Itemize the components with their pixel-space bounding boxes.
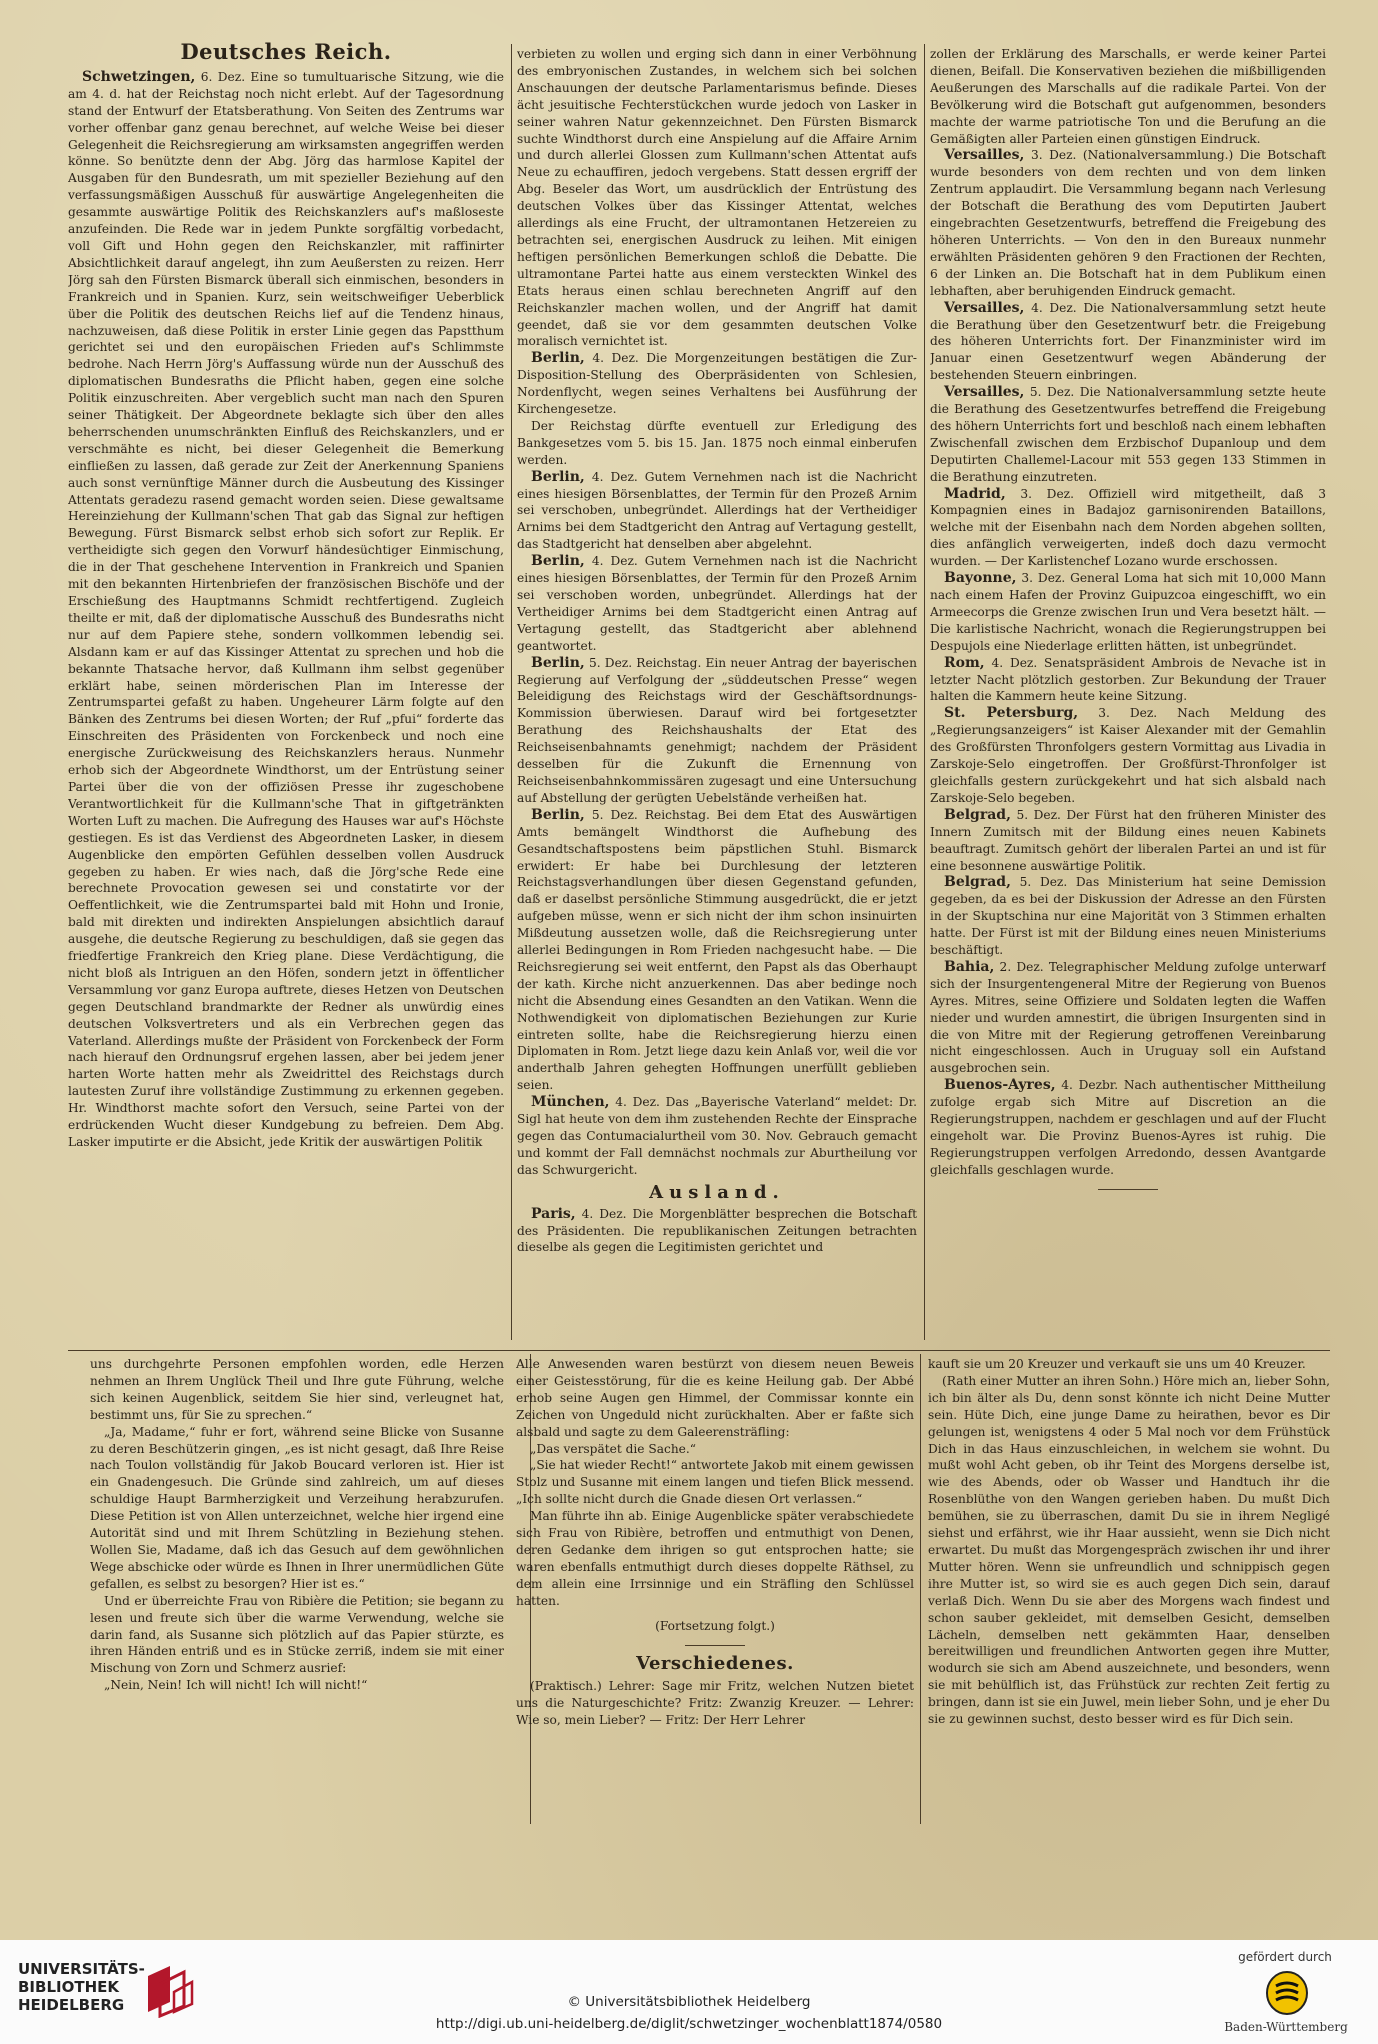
article-text: zollen der Erklärung des Marschalls, er werde keiner Partei dienen, Beifall. Die Konservativen beziehen die mißbilligenden Aeußerungen des Marschalls auf die radikale Partei. Von der Bevölkerung wird die Botschaft gut aufgenommen, besonders machte der warme patriotische Ton und die Berufung an die Gemäßigten aller Parteien einen günstigen Eindruck.: [930, 47, 1326, 146]
library-logo[interactable]: [18, 1960, 218, 2020]
dateline: Madrid,: [944, 485, 1006, 502]
news-article: [68, 69, 504, 1151]
dateline: Versailles,: [944, 384, 1025, 401]
dateline: Berlin,: [531, 350, 585, 367]
baden-wuerttemberg-coat-of-arms-icon: [1264, 1970, 1310, 2016]
column-reich-continued: [517, 46, 917, 1345]
dateline: St. Petersburg,: [944, 705, 1079, 722]
news-article: [517, 1094, 917, 1179]
verschiedenes-body: [516, 1678, 914, 1729]
article-text: 4. Dez. Die Morgenblätter besprechen die Botschaft des Präsidenten. Die republikanischen Zeitungen betrachten dieselbe als gegen die Legitimisten gerichtet und: [517, 1206, 917, 1255]
dateline: München,: [531, 1094, 610, 1111]
dateline: Bayonne,: [944, 570, 1017, 587]
article-text: 2. Dez. Telegraphischer Meldung zufolge unterwarf sich der Insurgentengeneral Mitre der Regierung von Buenos Ayres. Mitres, seine Offiziere und Soldaten legten die Waffen nieder und wurden amnestirt, die übrigen Insurgenten sind in die von Mitre mit der Regierung getroffenen Vereinbarung nicht eingeschlossen. Auch in Uruguay soll ein Aufstand ausgebrochen sein.: [930, 959, 1326, 1076]
paragraph: (Praktisch.) Lehrer: Sage mir Fritz, welchen Nutzen bietet uns die Naturgeschichte? Fritz: Zwanzig Kreuzer. — Lehrer: Wie so, mein Lieber? — Fritz: Der Herr Lehrer: [516, 1679, 914, 1728]
news-article: [517, 469, 917, 554]
dateline: Berlin,: [531, 553, 585, 570]
paragraph: „Nein, Nein! Ich will nicht! Ich will nicht!“: [104, 1678, 368, 1693]
article-text: 6. Dez. Eine so tumultuarische Sitzung, wie die am 4. d. hat der Reichstag noch nicht erlebt. Auf der Tagesordnung stand der Entwurf der Etatsberathung. Von Seiten des Zentrums war vorher offenbar ganz genau berechnet, auf welche Weise bei dieser Gelegenheit die Reichsregierung am wirksamsten angegriffen werden könne. So benützte denn der Abg. Jörg das harmlose Kapitel der Ausgaben für den Bundesrath, um mit spezieller Beziehung auf den verfassungsmäßigen Ausschuß für auswärtige Angelegenheiten die gesammte auswärtige Politik des Reichskanzlers auf's maßloseste anzufeinden. Die Rede war in jedem Punkte sorgfältig vorbedacht, voll Gift und Hohn gegen den Reichskanzler, mit raffinirter Absichtlichkeit darauf angelegt, ihn zum Aeußersten zu reizen. Herr Jörg sah den Fürsten Bismarck überall sich einmischen, besonders in Frankreich und in Spanien. Kurz, sein weitschweifiger Ueberblick über die Politik des deutschen Reichs lief auf die Tendenz hinaus, nachzuweisen, daß diese Politik in erster Linie gegen das Papstthum gerichtet sei und den europäischen Frieden auf's Schlimmste bedrohe. Nach Herrn Jörg's Auffassung würde nun der Ausschuß des diplomatischen Bundesraths die Pflicht haben, gegen eine solche Politik einzuschreiten. Aber vergeblich sucht man nach den Spuren seiner Thätigkeit. Der Abgeordnete beklagte sich über den alles beherrschenden unumschränkten Einfluß des Reichskanzlers, und er verschmähte es nicht, bei dieser Gelegenheit die Bemerkung einfließen zu lassen, daß gerade zur Zeit der Anerkennung Spaniens auch sonst vernünftige Männer durch die Ausbeutung des Kissinger Attentats geradezu rasend gemacht worden seien. Diese gewaltsame Hereinziehung der Kullmann'schen That gab das Signal zur heftigen Bewegung. Fürst Bismarck selbst erhob sich sofort zur Replik. Er vertheidigte sich gegen den Vorwurf händesüchtiger Einmischung, die in der That geschehene Intervention in Frankreich und Spanien mit den bekannten Hirtenbriefen der französischen Bischöfe und der Erschießung des Hauptmanns Schmidt rechtfertigend. Zugleich theilte er mit, daß der diplomatische Ausschuß des Bundesraths nicht nur auf dem Papiere stehe, sondern vollkommen lebendig sei. Alsdann kam er auf das Kissinger Attentat zu sprechen und hob die bekannte Thatsache hervor, daß Kullmann ihm selbst gegenüber erklärt habe, seinen mörderischen Plan im Interesse der Zentrumspartei gefaßt zu haben. Ungeheurer Lärm folgte auf den Bänken des Zentrums bei diesen Worten; der Ruf „pfui“ forderte das Einschreiten des Präsidenten von Forckenbeck und noch eine energische Zurückweisung des Reichskanzlers heraus. Nunmehr erhob sich der Abgeordnete Windthorst, um der Entrüstung seiner Partei über die von der offiziösen Presse ihr zugeschobene Verantwortlichkeit für die Kullmann'sche That in giftgetränkten Worten Luft zu machen. Die Aufregung des Hauses war auf's Höchste gestiegen. Es ist das Verdienst des Abgeordneten Lasker, in diesem Augenblicke den empörten Gefühlen desselben vollen Ausdruck gegeben zu haben. Er wies nach, daß die Jörg'sche Rede eine berechnete Provocation gewesen sei und constatirte vor der Oeffentlichkeit, wie die Zentrumspartei bald mit Hohn und Ironie, bald mit direkten und indirekten Anspielungen absichtlich darauf ausgehe, die deutsche Regierung zu beschuldigen, daß sie gegen das friedfertige Frankreich den Krieg plane. Diese Verdächtigung, die nicht bloß als Intriguen an den Höfen, sondern jetzt in öffentlicher Versammlung vor ganz Europa auftrete, dieses Hetzen von Deutschen gegen Deutschland brandmarkte der Redner als unwürdig eines deutschen Volksvertreters und als ein Verbrechen gegen das Vaterland. Allerdings mußte der Präsident von Forckenbeck der Form nach hierauf den Ordnungsruf ergehen lassen, aber bei jedem jener harten Worte hatten mehr als Zweidrittel des Reichstags durch lautesten Zuruf ihre vollständige Zustimmung zu erkennen gegeben. Hr. Windthorst machte sofort den Versuch, seine Partei von der erdrückenden Wucht dieser Kundgebung zu befreien. Dem Abg. Lasker imputirte er die Absicht, jede Kritik der auswärtigen Politik: [68, 69, 504, 1149]
news-article: [517, 655, 917, 807]
article-text: 5. Dez. Der Fürst hat den früheren Minister des Innern Zumitsch mit der Bildung eines neuen Kabinets beauftragt. Zumitsch gehört der liberalen Partei an und ist für eine besonnene auswärtige Politik.: [930, 807, 1326, 873]
paragraph: Man führte ihn ab. Einige Augenblicke später verabschiedete sich Frau von Ribière, betroffen und entmuthigt von Denen, deren Gedanke dem ihrigen so gut entsprochen hatte; sie waren ebenfalls entmuthigt durch dieses doppelte Räthsel, zu dem allein eine Irrsinnige und ein Sträfling den Schlüssel hatten.: [516, 1509, 914, 1608]
news-article: [517, 553, 917, 654]
article-text: 3. Dez. Nach Meldung des „Regierungsanzeigers“ ist Kaiser Alexander mit der Gemahlin des Großfürsten Thronfolgers gestern Vormittag aus Livadia in Zarskoje-Selo eingetroffen. Der Großfürst-Thronfolger ist gleichfalls gestern zurückgekehrt und hat sich alsbald nach Zarskoje-Selo begeben.: [930, 706, 1326, 805]
sponsor-name: Baden-Württemberg: [1224, 2020, 1348, 2034]
news-article: [930, 384, 1326, 485]
news-article: [930, 486, 1326, 571]
article-text: 4. Dez. Die Nationalversammlung setzt heute die Berathung über den Gesetzentwurf betr. die Freigebung des höheren Unterrichts fort. Der Finanzminister wird im Januar einen Gesetzentwurf wegen Abänderung der bestehenden Steuern einbringen.: [930, 300, 1326, 383]
dateline: Belgrad,: [944, 874, 1011, 891]
article-text: 4. Dez. Senatspräsident Ambrois de Nevache ist in letzter Nacht plötzlich gestorben. Zur Bekundung der Trauer halten die Kammern heute keine Sitzung.: [930, 655, 1326, 704]
dateline: Belgrad,: [944, 806, 1011, 823]
page-footer: [0, 1940, 1378, 2044]
article-text: Der Reichstag dürfte eventuell zur Erledigung des Bankgesetzes vom 5. bis 15. Jan. 1875 noch einmal einberufen werden.: [517, 418, 917, 467]
column-ausland-continued-body: [930, 46, 1326, 1179]
column-reich-continued-body: [517, 46, 917, 1256]
article-text: 5. Dez. Reichstag. Ein neuer Antrag der bayerischen Regierung auf Verfolgung der „süddeutschen Presse“ wegen Beleidigung des Reichstags wird der Geschäftsordnungs-Kommission überwiesen. Darauf wird bei fortgesetzter Berathung des Reichshaushalts der Etat des Reichseisenbahnamts genehmigt; nachdem der Präsident desselben für die Zukunft die Ernennung von Reichseisenbahnkommissären zugesagt und eine Untersuchung auf Abstellung der gerügten Uebelstände verheißen hat.: [517, 655, 917, 805]
copyright-notice: © Universitätsbibliothek Heidelberg: [567, 1994, 811, 2010]
paragraph: „Sie hat wieder Recht!“ antwortete Jakob mit einem gewissen Stolz und Susanne mit einem langen und tiefen Blick messend. „Ich sollte nicht durch die Gnade diesen Ort verlassen.“: [516, 1458, 914, 1507]
news-article: [930, 300, 1326, 385]
article-text: 3. Dez. (Nationalversammlung.) Die Botschaft wurde besonders von dem rechten und von dem linken Zentrum applaudirt. Die Versammlung begann nach Verlesung der Botschaft die Berathung des vom Deputirten Jaubert eingebrachten Gesetzentwurfs, betreffend die Freigebung des höheren Unterrichts. — Von den in den Bureaux nunmehr erwählten Präsidenten gehören 9 den Fractionen der Rechten, 6 der Linken an. Die Botschaft hat in dem Publikum einen lebhaften, aber beruhigenden Eindruck gemacht.: [930, 148, 1326, 298]
article-text: 4. Dez. Gutem Vernehmen nach ist die Nachricht eines hiesigen Börsenblattes, der Termin für den Prozeß Arnim sei verschoben worden, unbegründet. Allerdings hat der Vertheidiger Arnims bei dem Stadtgericht einen Antrag auf Vertagung gestellt, das Stadtgericht aber ablehnend geantwortet.: [517, 554, 917, 653]
dateline: Bahia,: [944, 958, 995, 975]
article-text: 5. Dez. Das Ministerium hat seine Demission gegeben, da es bei der Diskussion der Adresse an den Fürsten in der Skuptschina nur eine Majorität von 3 Stimmen erhalten hatte. Der Fürst ist mit der Bildung eines neuen Ministeriums beschäftigt.: [930, 875, 1326, 958]
dateline: Paris,: [531, 1205, 576, 1222]
paragraph: Alle Anwesenden waren bestürzt von diesem neuen Beweis einer Geistesstörung, für die es keine Heilung gab. Der Abbé erhob seine Augen gen Himmel, der Commissar konnte ein Zeichen von Ungeduld nicht zurückhalten. Aber er faßte sich alsbald und sagte zu dem Galeerensträfling:: [516, 1357, 914, 1439]
column-reich: [68, 40, 504, 1345]
fortsetzung-notice: (Fortsetzung folgt.): [655, 1618, 775, 1633]
article-text: 3. Dez. Offiziell wird mitgetheilt, daß 3 Kompagnien eines in Badajoz garnisonirenden Bataillons, welche mit der Eisenbahn nach dem Norden abgehen sollten, dies anfänglich verweigerten, indeß doch dazu vermocht wurden. — Der Karlistenchef Lozano wurde erschossen.: [930, 486, 1326, 569]
column-divider: [511, 44, 512, 1340]
library-logo-text: UNIVERSITÄTS- BIBLIOTHEK HEIDELBERG: [18, 1960, 145, 2014]
news-article: [517, 807, 917, 1094]
news-article: [517, 418, 917, 469]
section-end-rule: [685, 1645, 745, 1646]
news-article: [930, 874, 1326, 959]
dateline: Rom,: [944, 654, 985, 671]
sponsor-label: gefördert durch: [1238, 1950, 1332, 1964]
article-text: 4. Dez. Die Morgenzeitungen bestätigen die Zur-Disposition-Stellung des Oberpräsidenten von Schlesien, Nordenflycht, wegen seines Verhaltens bei Ausführung der Kirchengesetze.: [517, 351, 917, 417]
news-article: [930, 147, 1326, 299]
news-article: [517, 350, 917, 418]
feuilleton-column-1: [90, 1356, 504, 1816]
paragraph: „Ja, Madame,“ fuhr er fort, während seine Blicke von Susanne zu deren Beschützerin gingen, „es ist nicht gesagt, daß Ihre Reise nach Toulon vollständig für Jakob Boucard verloren ist. Hier ist ein Gnadengesuch. Die Gründe sind zahlreich, um auf dieses schuldige Haupt Barmherzigkeit und Verzeihung herabzurufen. Diese Petition ist von Allen unterzeichnet, welche hier irgend eine Autorität sind und mit Ihrem Schützling in Beziehung stehen. Wollen Sie, Madame, daß ich das Gesuch auf dem gewöhnlichen Wege abschicke oder würde es Ihnen in Ihrer unermüdlichen Güte gefallen, es selbst zu besorgen? Hier ist es.“: [90, 1424, 504, 1591]
column-reich-body: [68, 69, 504, 1151]
heading-deutsches-reich: Deutsches Reich.: [180, 40, 392, 64]
column-ausland-continued: [930, 46, 1326, 1345]
feuilleton-column-2: [516, 1356, 914, 1816]
article-text: 4. Dez. Das „Bayerische Vaterland“ meldet: Dr. Sigl hat heute von dem ihm zustehenden Rechte der Einsprache gegen das Contumacialurtheil vom 30. Nov. Gebrauch gemacht und kommt der Fall demnächst nochmals zur Aburtheilung vor das Schwurgericht.: [517, 1095, 917, 1177]
column-divider: [924, 44, 925, 1340]
dateline: Berlin,: [531, 654, 585, 671]
column-divider: [920, 1354, 921, 1824]
paragraph: „Das verspätet die Sache.“: [530, 1441, 697, 1456]
feuilleton-column-3: [928, 1356, 1330, 1816]
article-text: 5. Dez. Die Nationalversammlung setzte heute die Berathung des Gesetzentwurfes betreffend die Freigebung des höhern Unterrichts fort und beschloß nach einem lebhaften Zwischenfall zwischen dem Erzbischof Dupanloup und dem Deputirten Challemel-Lacour mit 553 gegen 133 Stimmen in die Berathung einzutreten.: [930, 385, 1326, 484]
feuilleton-separator: [68, 1350, 1330, 1351]
news-article: [930, 1077, 1326, 1178]
dateline: Berlin,: [531, 468, 585, 485]
paragraph: (Rath einer Mutter an ihren Sohn.) Höre mich an, lieber Sohn, ich bin älter als Du, denn sonst könnte ich nicht Deine Mutter sein. Hüte Dich, eine junge Dame zu heirathen, bevor es Dir gelungen ist, wenigstens 4 oder 5 Mal noch vor dem Frühstück Dich in das Haus einzuschleichen, in welchem sie wohnt. Du mußt wohl Acht geben, ob ihr Teint des Morgens derselbe ist, wie des Abends, oder ob Wasser und Handtuch ihr die Rosenblüthe von den Wangen gerieben haben. Du mußt Dich bemühen, sie zu überraschen, damit Du sie in ihrem Negligé siehst und erfährst, wie ihr Haar aussieht, wenn sie Dich nicht erwartet. Du mußt das Morgengespräch zwischen ihr und ihrer Mutter hören. Wenn sie unfreundlich und schnippisch gegen ihre Mutter ist, so wird sie es auch gegen Dich sein, darauf verlaß Dich. Wenn Du sie aber des Morgens wach findest und schon sauber gekleidet, mit demselben Gesicht, demselben Lächeln, demselben nett gekämmten Haar, denselben bereitwilligen und freundlichen Antworten gegen ihre Mutter, wodurch sie sich am Abend auszeichnete, und besonders, wenn sie mit behülflich ist, das Frühstück zur rechten Zeit fertig zu bringen, dann ist sie ein Juwel, mein lieber Sohn, und je eher Du sie zu gewinnen suchst, desto besser wird es für Dich sein.: [928, 1373, 1330, 1727]
news-article: [930, 655, 1326, 706]
heading-ausland: Ausland.: [649, 1181, 785, 1203]
dateline: Buenos-Ayres,: [944, 1077, 1056, 1094]
news-article: [930, 807, 1326, 875]
news-article: [517, 46, 917, 350]
article-text: 5. Dez. Reichstag. Bei dem Etat des Auswärtigen Amts bemängelt Windthorst die Aufhebung des Gesandtschaftspostens beim päpstlichen Stuhl. Bismarck erwidert: Er habe bei Durchlesung der letzteren Reichstagsverhandlungen über diesen Gegenstand gefunden, daß er daselbst persönliche Stimmung ausgedrückt, die er jetzt aufgeben müsse, wenn er sich nicht der ihm schon insinuirten Mißdeutung aussetzen wolle, daß die Reichsregierung unter allerlei Bedingungen in Rom Frieden nachgesucht habe. — Die Reichsregierung sei weit entfernt, den Papst als das Oberhaupt der kath. Kirche nicht anzuerkennen. Das aber bedinge noch nicht die Absendung eines Gesandten an den Vatikan. Wenn die Nothwendigkeit von diplomatischen Beziehungen zur Kurie eintreten sollte, habe die Reichsregierung hierzu einen Diplomaten in Rom. Jetzt liege dazu kein Anlaß vor, weil die vor anderthalb Jahren gehegten Hoffnungen unerfüllt geblieben seien.: [517, 807, 917, 1093]
dateline: Schwetzingen,: [82, 68, 196, 85]
source-url[interactable]: http://digi.ub.uni-heidelberg.de/diglit/schwetzinger_wochenblatt1874/0580: [435, 2016, 943, 2032]
article-text: 3. Dez. General Loma hat sich mit 10,000 Mann nach einem Hafen der Provinz Guipuzcoa eingeschifft, wo ein Armeecorps die Grenze zwischen Irun und Vera besetzt hält. — Die karlistische Nachricht, wonach die Regierungstruppen bei Despujols eine Niederlage erlitten hätten, ist unbegründet.: [930, 571, 1326, 653]
article-text: 4. Dezbr. Nach authentischer Mittheilung zufolge ergab sich Mitre auf Discretion an die Regierungstruppen, nachdem er geschlagen und auf der Flucht eingeholt war. Die Provinz Buenos-Ayres ist ruhig. Die Regierungstruppen verfolgen Arredondo, dessen Avantgarde gleichfalls geschlagen wurde.: [930, 1078, 1326, 1177]
article-text: 4. Dez. Gutem Vernehmen nach ist die Nachricht eines hiesigen Börsenblattes, der Termin für den Prozeß Arnim sei verschoben, unbegründet. Allerdings hat der Vertheidiger Arnims bei dem Stadtgericht den Antrag auf Vertagung gestellt, das Stadtgericht hat denselben aber abgelehnt.: [517, 469, 917, 552]
dateline: Berlin,: [531, 806, 585, 823]
news-article: [930, 959, 1326, 1077]
feuilleton-column-2-body: [516, 1356, 914, 1610]
heading-verschiedenes: Verschiedenes.: [636, 1652, 794, 1674]
article-text: verbieten zu wollen und erging sich dann in einer Verböhnung des embryonischen Zustandes, in welchem sich bei solchen Anschauungen der deutsche Parlamentarismus befinde. Dieses ächt jesuitische Fechterstückchen wurde jedoch von Lasker in seiner wahren Natur gekennzeichnet. Den Fürsten Bismarck suchte Windthorst durch eine Anspielung auf die Affaire Arnim und durch allerlei Glossen zum Kullmann'schen Attentat aufs Neue zu echauffiren, jedoch vergebens. Statt dessen ergriff der Abg. Beseler das Wort, um ausdrücklich der Entrüstung des deutschen Volkes über das Kissinger Attentat, welches allerdings als eine Frucht, der ultramontanen Hetzereien zu betrachten sei, energischen Ausdruck zu leihen. Mit einigen heftigen persönlichen Bemerkungen schloß die Debatte. Die ultramontane Partei hatte aus einem versteckten Winkel des Etats heraus einen schlau berechneten Angriff auf den Reichskanzler machen wollen, und der Angriff hat damit geendet, daß sie vor dem gesammten deutschen Volke moralisch vernichtet ist.: [517, 47, 917, 349]
section-end-rule: [1098, 1189, 1158, 1190]
paragraph: kauft sie um 20 Kreuzer und verkauft sie uns um 40 Kreuzer.: [928, 1357, 1306, 1371]
news-article: [517, 1206, 917, 1257]
paragraph: Und er überreichte Frau von Ribière die Petition; sie begann zu lesen und freute sich über die warme Verwendung, welche sie darin fand, als Susanne sich plötzlich auf das Papier stürzte, es ihren Händen entriß und es in Stücke zerriß, indem sie mit einer Mischung von Zorn und Schmerz ausrief:: [90, 1593, 504, 1676]
dateline: Versailles,: [944, 147, 1025, 164]
paragraph: uns durchgehrte Personen empfohlen worden, edle Herzen nehmen an Ihrem Unglück Theil und Ihre gute Führung, welche sich keinen Augenblick, seitdem Sie hier sind, verleugnet hat, bestimmt uns, für Sie zu sprechen.“: [90, 1357, 504, 1422]
news-article: [930, 570, 1326, 655]
news-article: [930, 46, 1326, 147]
dateline: Versailles,: [944, 299, 1025, 316]
news-article: [930, 705, 1326, 806]
